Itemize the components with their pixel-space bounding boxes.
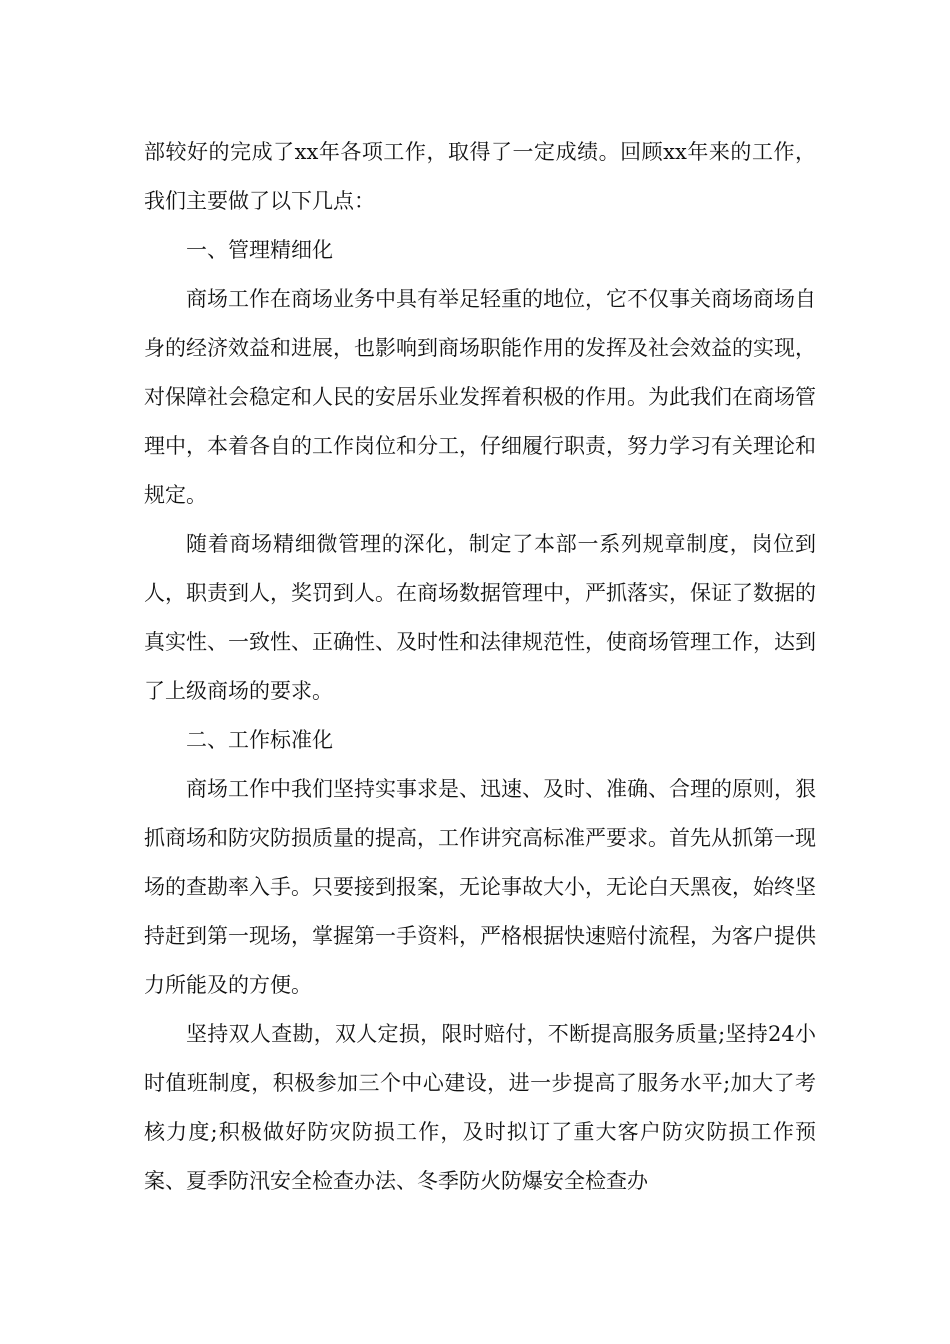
paragraph-section-1-a: 商场工作在商场业务中具有举足轻重的地位，它不仅事关商场商场自身的经济效益和进展，也影响到商场职能作用的发挥及社会效益的实现，对保障社会稳定和人民的安居乐业发挥着积极的作用。为此我们在商场管理中，本着各自的工作岗位和分工，仔细履行职责，努力学习有关理论和规定。 <box>144 287 816 507</box>
paragraph-intro: 部较好的完成了xx年各项工作，取得了一定成绩。回顾xx年来的工作，我们主要做了以下几点： <box>144 140 816 213</box>
heading-section-1: 一、管理精细化 <box>186 238 333 262</box>
paragraph-section-2-b: 坚持双人查勘，双人定损，限时赔付，不断提高服务质量;坚持24小时值班制度，积极参加三个中心建设，进一步提高了服务水平;加大了考核力度;积极做好防灾防损工作，及时拟订了重大客户防灾防损工作预案、夏季防汛安全检查办法、冬季防火防爆安全检查办 <box>144 1022 816 1193</box>
paragraph-section-1-b: 随着商场精细微管理的深化，制定了本部一系列规章制度，岗位到人，职责到人，奖罚到人。在商场数据管理中，严抓落实，保证了数据的真实性、一致性、正确性、及时性和法律规范性，使商场管理工作，达到了上级商场的要求。 <box>144 532 816 703</box>
heading-section-2: 二、工作标准化 <box>186 728 333 752</box>
paragraph-section-2-a: 商场工作中我们坚持实事求是、迅速、及时、准确、合理的原则，狠抓商场和防灾防损质量的提高，工作讲究高标准严要求。首先从抓第一现场的查勘率入手。只要接到报案，无论事故大小，无论白天黑夜，始终坚持赶到第一现场，掌握第一手资料，严格根据快速赔付流程，为客户提供力所能及的方便。 <box>144 777 816 997</box>
document-body <box>144 128 816 1206</box>
